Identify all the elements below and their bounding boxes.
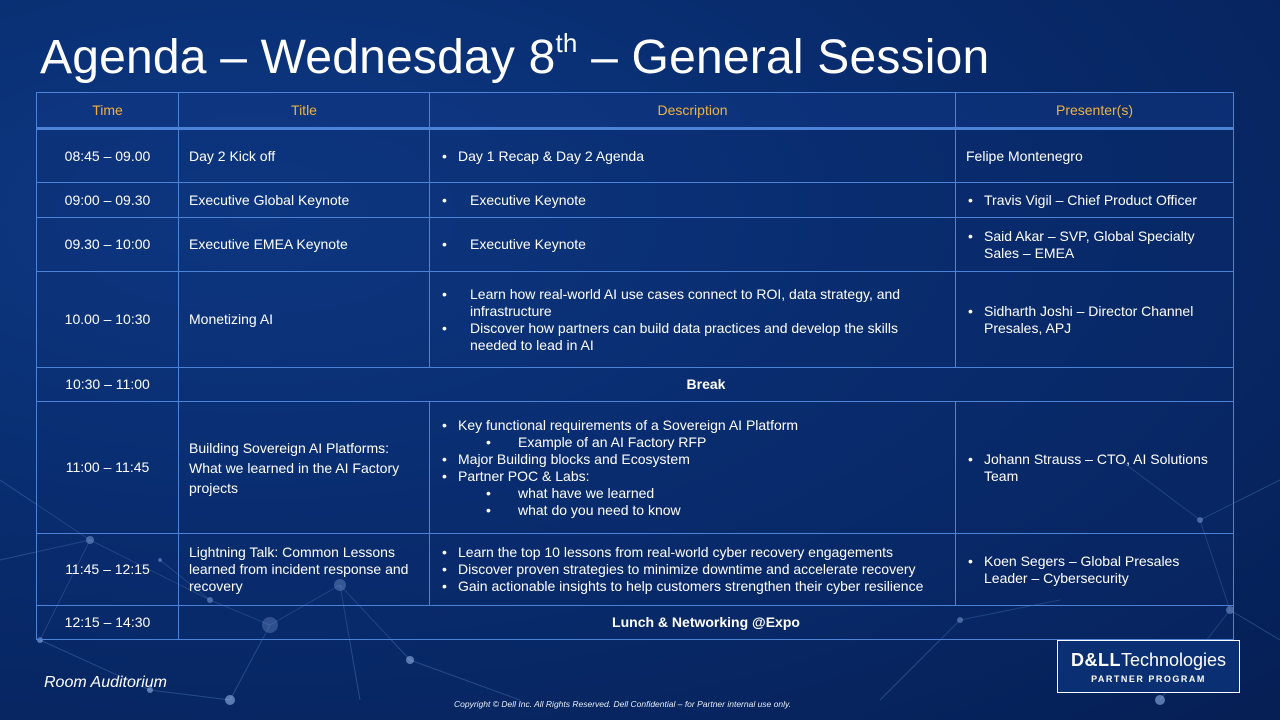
description-sub-bullet: • what have we learned bbox=[440, 485, 945, 502]
description-bullet: • Executive Keynote bbox=[440, 236, 945, 253]
break-label: Break bbox=[179, 368, 1234, 402]
presenter-bullet: • Johann Strauss – CTO, AI Solutions Team bbox=[966, 451, 1223, 485]
row-presenters bbox=[956, 183, 1234, 218]
description-bullet: • Discover how partners can build data practices and develop the skills needed to lead in AI bbox=[440, 320, 945, 354]
table-row-break bbox=[37, 606, 1234, 640]
row-title: Lightning Talk: Common Lessons learned from incident response and recovery bbox=[179, 534, 430, 606]
row-time: 10:30 – 11:00 bbox=[37, 368, 179, 402]
row-description bbox=[430, 129, 956, 183]
row-time: 10.00 – 10:30 bbox=[37, 272, 179, 368]
table-header-row bbox=[37, 93, 1234, 129]
description-bullet: • Partner POC & Labs: bbox=[440, 468, 945, 485]
title-prefix: Agenda – Wednesday 8 bbox=[40, 31, 556, 84]
table-row-break bbox=[37, 368, 1234, 402]
copyright-notice: Copyright © Dell Inc. All Rights Reserved. Dell Confidential – for Partner internal use only. bbox=[454, 699, 791, 709]
row-description bbox=[430, 272, 956, 368]
table-row bbox=[37, 272, 1234, 368]
row-title: Building Sovereign AI Platforms: What we learned in the AI Factory projects bbox=[179, 402, 430, 534]
table-row bbox=[37, 218, 1234, 272]
presenter-bullet: • Koen Segers – Global Presales Leader – Cybersecurity bbox=[966, 553, 1223, 587]
description-bullet: • Executive Keynote bbox=[440, 192, 945, 209]
row-time: 11:45 – 12:15 bbox=[37, 534, 179, 606]
description-bullet: • Gain actionable insights to help customers strengthen their cyber resilience bbox=[440, 578, 945, 595]
description-bullet: • Day 1 Recap & Day 2 Agenda bbox=[440, 148, 945, 165]
logo-wordmark bbox=[1071, 650, 1226, 670]
header-title: Title bbox=[179, 93, 430, 129]
row-description bbox=[430, 402, 956, 534]
row-title: Executive EMEA Keynote bbox=[179, 218, 430, 272]
header-time: Time bbox=[37, 93, 179, 129]
logo-subtitle: PARTNER PROGRAM bbox=[1091, 673, 1206, 684]
row-time: 08:45 – 09.00 bbox=[37, 129, 179, 183]
dell-technologies-partner-logo bbox=[1057, 640, 1240, 693]
table-row bbox=[37, 402, 1234, 534]
row-presenters bbox=[956, 534, 1234, 606]
row-description bbox=[430, 218, 956, 272]
page-title bbox=[40, 30, 989, 85]
logo-word: Technologies bbox=[1120, 649, 1227, 670]
table-row bbox=[37, 129, 1234, 183]
logo-brand: D&LL bbox=[1070, 649, 1121, 670]
row-time: 12:15 – 14:30 bbox=[37, 606, 179, 640]
room-label: Room Auditorium bbox=[44, 674, 168, 691]
row-presenters bbox=[956, 402, 1234, 534]
title-superscript: th bbox=[555, 28, 578, 58]
row-time: 09:00 – 09.30 bbox=[37, 183, 179, 218]
title-suffix: – General Session bbox=[577, 31, 990, 84]
presenter-bullet: • Travis Vigil – Chief Product Officer bbox=[966, 192, 1223, 209]
row-description bbox=[430, 183, 956, 218]
table-row bbox=[37, 183, 1234, 218]
row-title: Monetizing AI bbox=[179, 272, 430, 368]
row-time: 09.30 – 10:00 bbox=[37, 218, 179, 272]
description-bullet: • Key functional requirements of a Sovereign AI Platform bbox=[440, 417, 945, 434]
description-bullet: • Learn the top 10 lessons from real-world cyber recovery engagements bbox=[440, 544, 945, 561]
row-title: Day 2 Kick off bbox=[179, 129, 430, 183]
description-bullet: • Major Building blocks and Ecosystem bbox=[440, 451, 945, 468]
table-row bbox=[37, 534, 1234, 606]
description-bullet: • Discover proven strategies to minimize downtime and accelerate recovery bbox=[440, 561, 945, 578]
row-presenters: Felipe Montenegro bbox=[956, 129, 1234, 183]
header-presenters: Presenter(s) bbox=[956, 93, 1234, 129]
break-label: Lunch & Networking @Expo bbox=[179, 606, 1234, 640]
presenter-bullet: • Sidharth Joshi – Director Channel Presales, APJ bbox=[966, 303, 1223, 337]
description-sub-bullet: • Example of an AI Factory RFP bbox=[440, 434, 945, 451]
presenter-bullet: • Said Akar – SVP, Global Specialty Sales – EMEA bbox=[966, 228, 1223, 262]
row-presenters bbox=[956, 272, 1234, 368]
agenda-table bbox=[36, 92, 1234, 640]
row-title: Executive Global Keynote bbox=[179, 183, 430, 218]
row-description bbox=[430, 534, 956, 606]
description-bullet: • Learn how real-world AI use cases connect to ROI, data strategy, and infrastructure bbox=[440, 286, 945, 320]
description-sub-bullet: • what do you need to know bbox=[440, 502, 945, 519]
row-time: 11:00 – 11:45 bbox=[37, 402, 179, 534]
header-description: Description bbox=[430, 93, 956, 129]
row-presenters bbox=[956, 218, 1234, 272]
